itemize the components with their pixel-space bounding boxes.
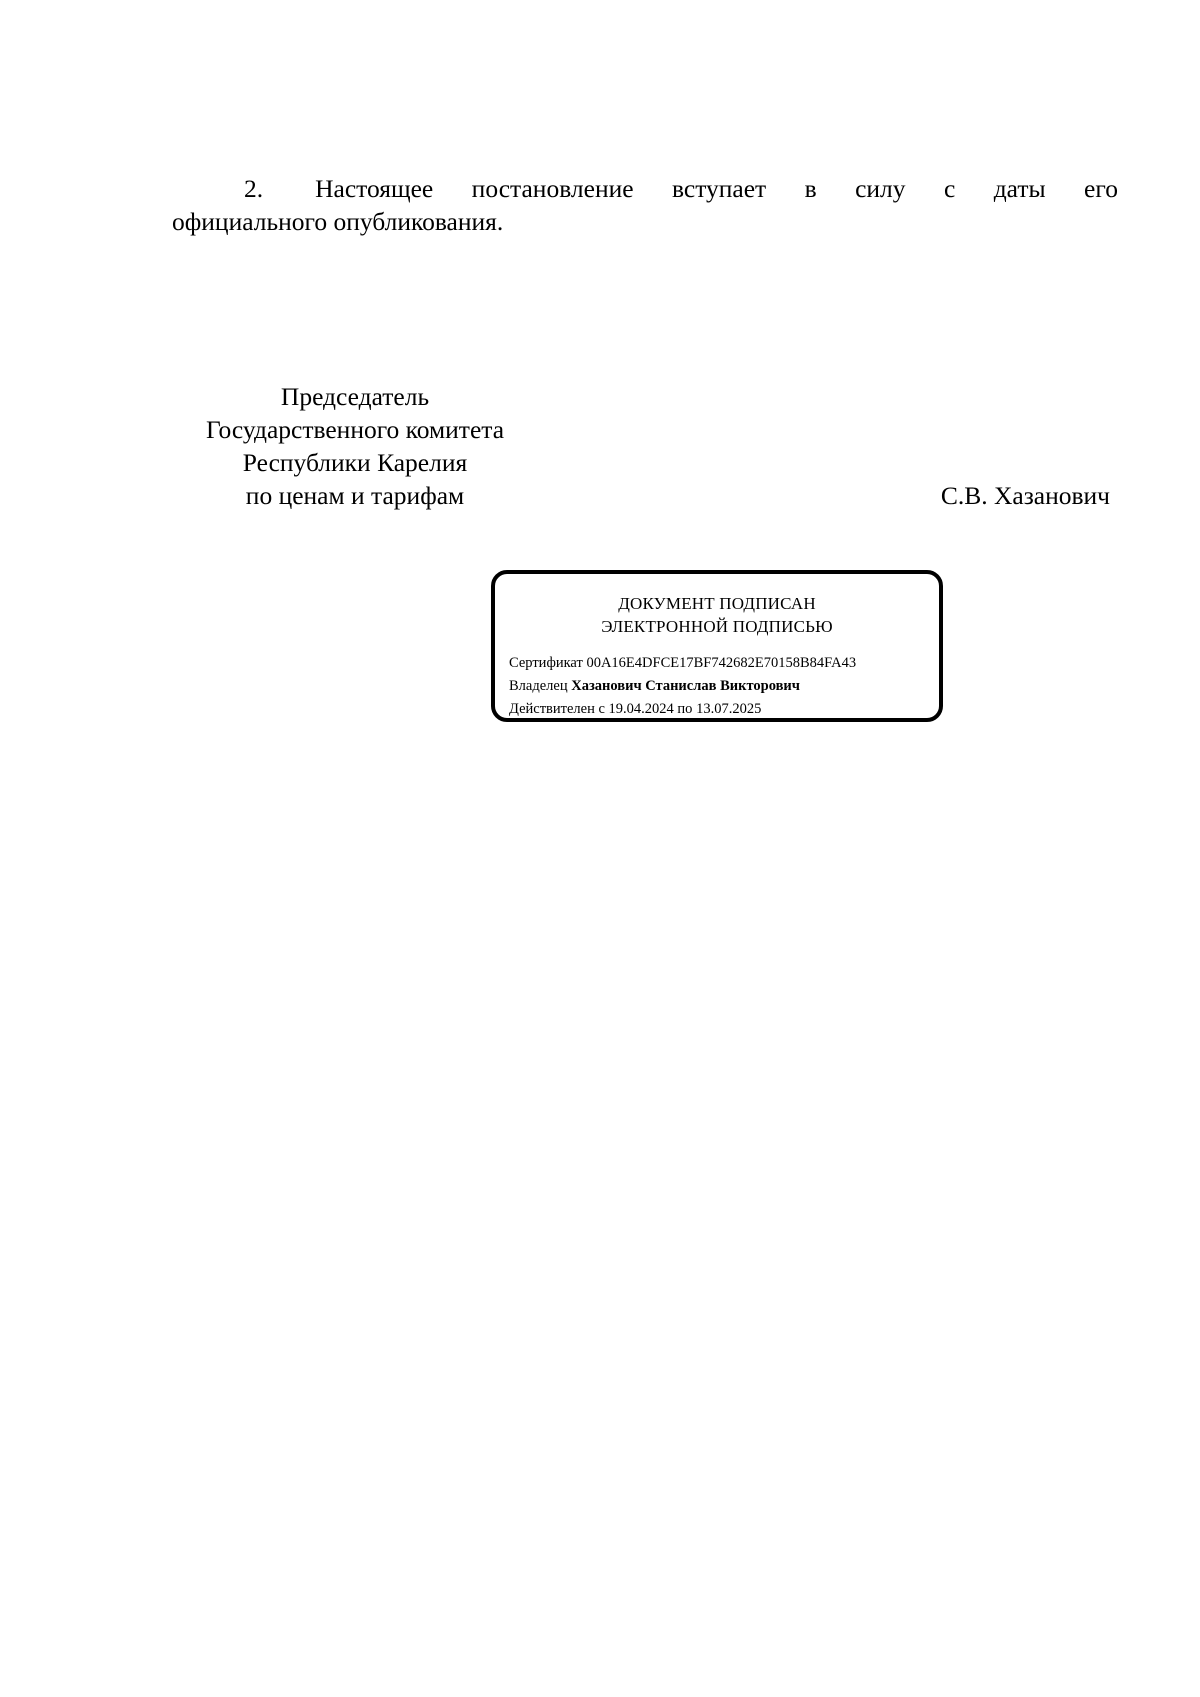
signer-name: С.В. Хазанович: [940, 481, 1110, 510]
clause-word: даты: [993, 174, 1046, 203]
certificate-label: Сертификат: [509, 655, 583, 671]
clause-word: постановление: [471, 174, 634, 203]
clause-2: [172, 172, 1118, 238]
stamp-title: [495, 592, 939, 638]
clause-words: [315, 172, 1118, 205]
signatory-title-line: по ценам и тарифам: [245, 481, 465, 510]
signatory-title: [170, 380, 540, 512]
stamp-title-line-2: ЭЛЕКТРОННОЙ ПОДПИСЬЮ: [601, 617, 833, 636]
electronic-signature-stamp: [491, 570, 943, 722]
clause-word: силу: [855, 174, 906, 203]
valid-to-date: 13.07.2025: [696, 701, 762, 717]
signatory-title-line: Председатель: [280, 382, 430, 411]
owner-label: Владелец: [509, 678, 568, 694]
clause-word: вступает: [671, 174, 767, 203]
clause-line-1: [172, 172, 1118, 205]
certificate-value: 00A16E4DFCE17BF742682E70158B84FA43: [586, 655, 857, 671]
valid-to-label: по: [677, 701, 693, 717]
clause-word: Настоящее: [315, 174, 434, 203]
signatory-title-line: Республики Карелия: [242, 448, 468, 477]
valid-from-date: 19.04.2024: [608, 701, 674, 717]
signatory-title-line: Государственного комитета: [205, 415, 505, 444]
clause-word: его: [1084, 174, 1118, 203]
stamp-title-line-1: ДОКУМЕНТ ПОДПИСАН: [618, 594, 816, 613]
stamp-certificate-row: [509, 652, 856, 675]
stamp-details: [509, 652, 856, 721]
clause-word: в: [804, 174, 817, 203]
clause-number: 2.: [244, 174, 264, 203]
valid-label: Действителен: [509, 701, 595, 717]
owner-value: Хазанович Станислав Викторович: [571, 678, 800, 694]
valid-from-label: с: [598, 701, 605, 717]
stamp-owner-row: [509, 675, 856, 698]
stamp-validity-row: [509, 698, 856, 721]
clause-word: с: [943, 174, 956, 203]
clause-line-2: официального опубликования.: [172, 207, 504, 236]
